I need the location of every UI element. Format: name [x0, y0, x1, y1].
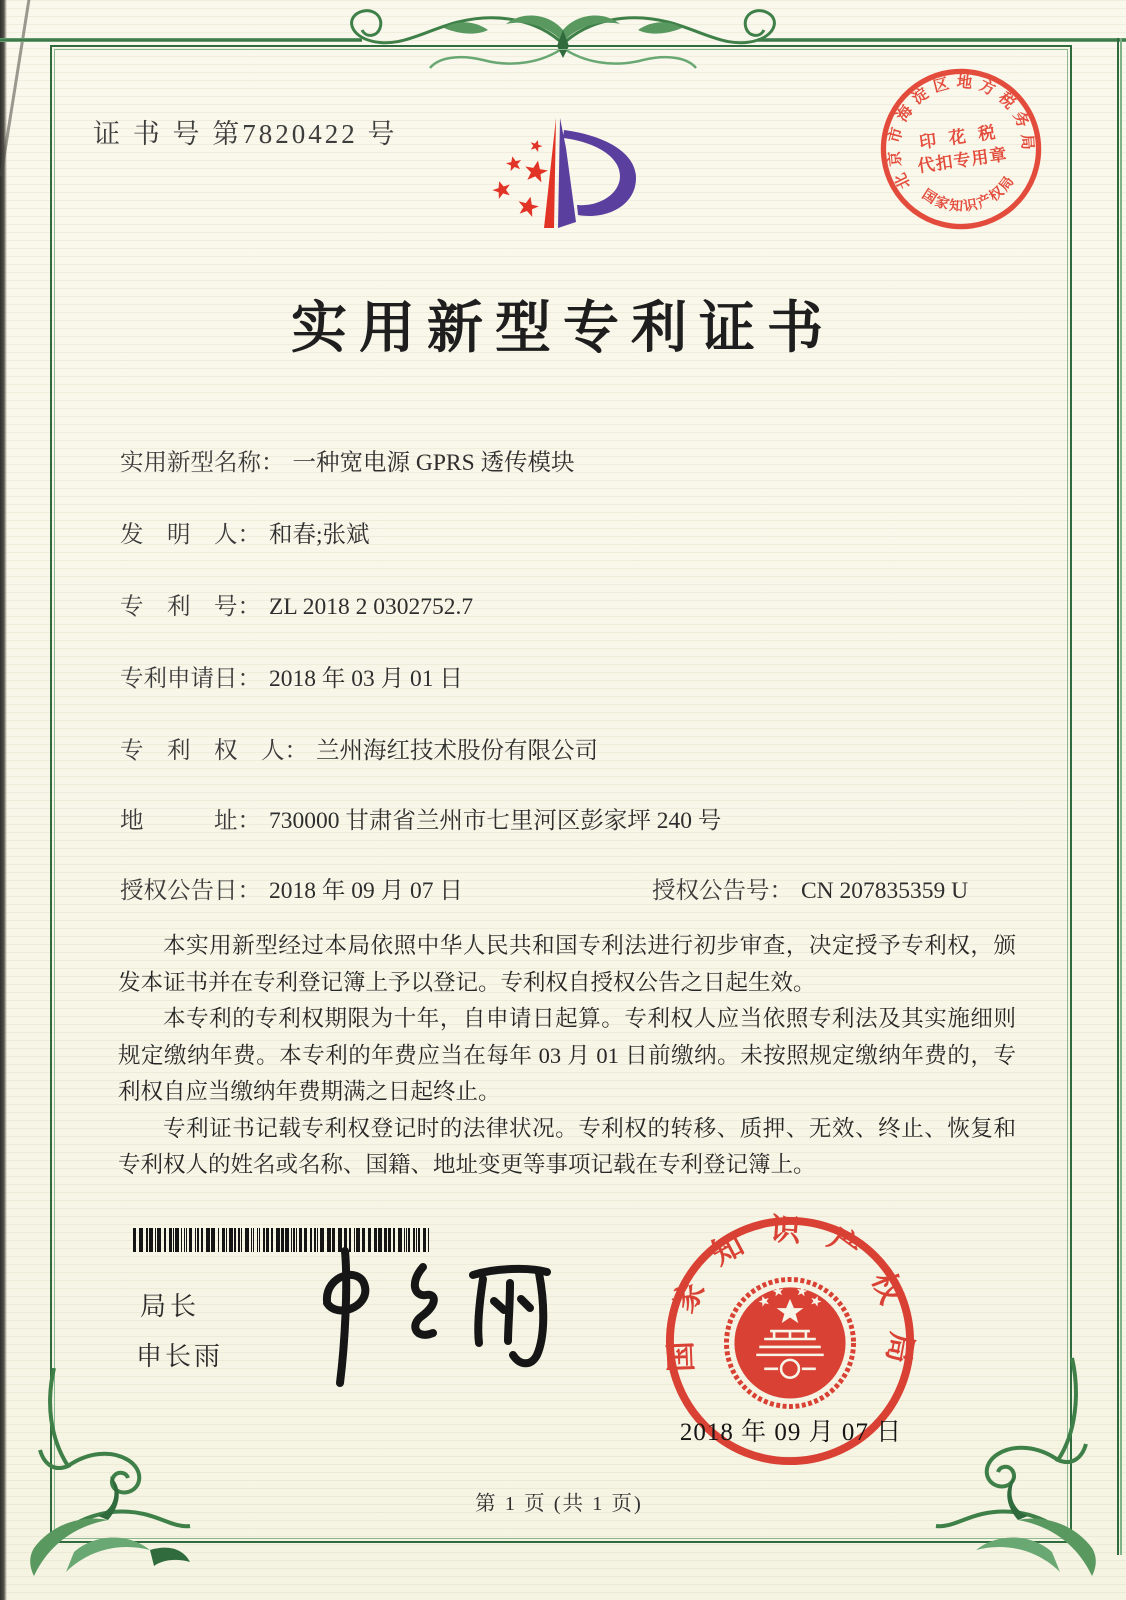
field-row-name — [120, 443, 1060, 477]
cnipa-logo-icon — [452, 106, 676, 284]
field-value: 和春;张斌 — [269, 522, 370, 548]
field-label: 专 利 号： — [120, 594, 261, 620]
field-label: 授权公告号： — [652, 878, 793, 904]
field-row-filing-date — [120, 659, 1060, 693]
field-row-patent-no — [120, 587, 1060, 621]
paragraph: 本实用新型经过本局依照中华人民共和国专利法进行初步审查，决定授予专利权，颁发本证书并在专利登记簿上予以登记。专利权自授权公告之日起生效。 — [118, 933, 1016, 995]
svg-text:印 花 税: 印 花 税 — [918, 122, 1001, 153]
field-label: 授权公告日： — [120, 878, 261, 904]
border-line-top-left — [0, 38, 362, 42]
director-name: 申长雨 — [136, 1342, 224, 1371]
scan-edge — [0, 0, 7, 1600]
paragraph: 本专利的专利权期限为十年，自申请日起算。专利权人应当依照专利法及其实施细则规定缴纳年费。本专利的年费应当在每年 03 月 01 日前缴纳。未按照规定缴纳年费的，专利权自应当缴纳年费期满之日起终止。 — [118, 1006, 1016, 1104]
field-label: 专 利 权 人： — [120, 738, 308, 764]
tax-stamp — [865, 53, 1057, 245]
field-value: 730000 甘肃省兰州市七里河区彭家坪 240 号 — [269, 808, 722, 834]
field-row-grant-date — [120, 871, 1060, 905]
page-footer: 第 1 页 (共 1 页) — [475, 1493, 643, 1515]
field-label: 发 明 人： — [120, 522, 261, 548]
seal-date: 2018 年 09 月 07 日 — [679, 1419, 903, 1446]
field-value: 2018 年 03 月 01 日 — [269, 666, 463, 692]
field-label: 专利申请日： — [120, 666, 261, 692]
svg-text:国家知识产权局: 国家知识产权局 — [919, 172, 1018, 214]
paragraph: 专利证书记载专利权登记时的法律状况。专利权的转移、质押、无效、终止、恢复和专利权人的姓名或名称、国籍、地址变更等事项记载在专利登记簿上。 — [118, 1115, 1016, 1177]
field-value: 一种宽电源 GPRS 透传模块 — [292, 450, 575, 476]
field-value: CN 207835359 U — [801, 878, 969, 904]
border-line-top-right — [758, 38, 1126, 42]
director-signature — [295, 1243, 590, 1395]
field-row-inventor — [120, 515, 1060, 549]
border-line-right — [1117, 38, 1122, 1555]
certificate-title: 实用新型专利证书 — [291, 298, 835, 360]
field-label: 实用新型名称： — [120, 450, 285, 476]
legal-text — [118, 928, 1016, 1184]
field-value: 兰州海红技术股份有限公司 — [316, 738, 598, 764]
field-row-patentee — [120, 731, 1060, 765]
field-row-address — [120, 801, 1060, 835]
svg-text:国家知识产权局: 国家知识产权局 — [662, 1212, 919, 1391]
field-value: 2018 年 09 月 07 日 — [269, 878, 463, 904]
field-label: 地 址： — [120, 808, 261, 834]
certificate-number: 证 书 号 第7820422 号 — [93, 119, 398, 149]
svg-text:代扣专用章: 代扣专用章 — [916, 144, 1009, 177]
svg-text:北京市海淀区地方税务局: 北京市海淀区地方税务局 — [885, 73, 1037, 192]
director-title: 局长 — [140, 1292, 201, 1321]
field-grant-no — [652, 871, 968, 905]
field-value: ZL 2018 2 0302752.7 — [269, 594, 474, 620]
